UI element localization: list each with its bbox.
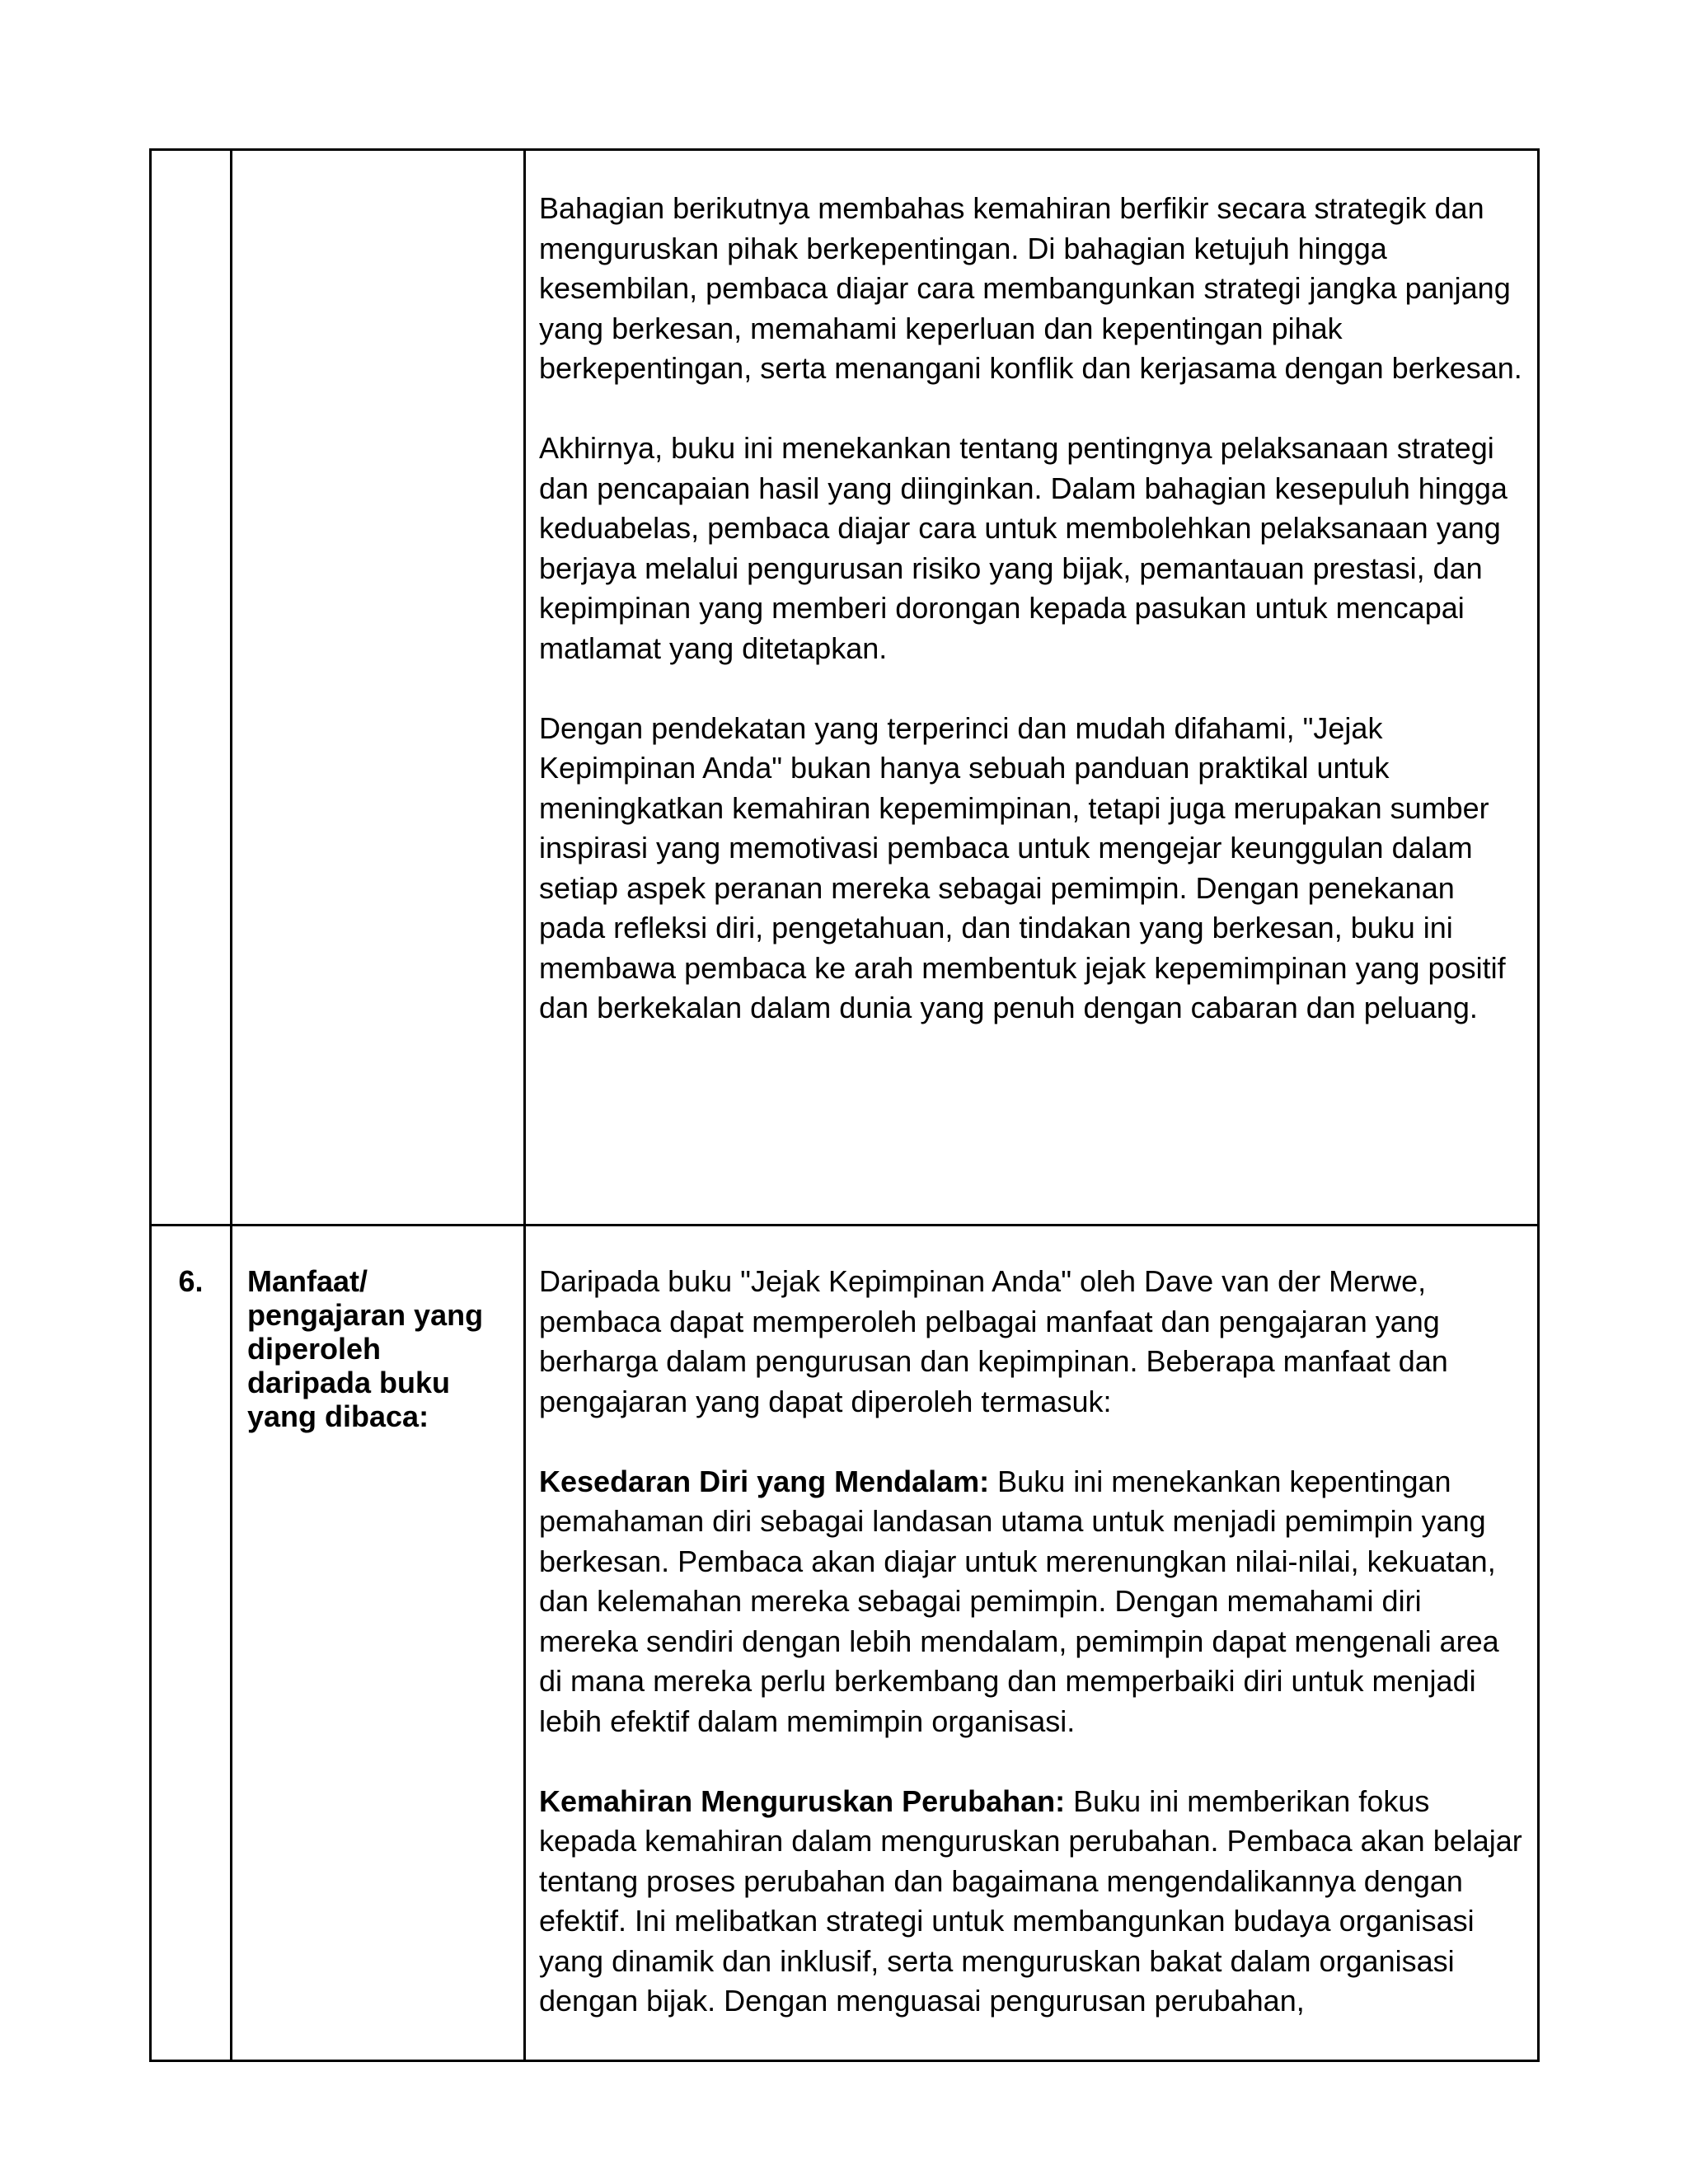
point-heading: Kemahiran Menguruskan Perubahan:: [539, 1783, 1066, 1818]
point-text: Buku ini menekankan kepentingan pemahaman diri sebagai landasan utama untuk menjadi pemimpin yang berkesan. Pembaca akan diajar untuk merenungkan nilai-nilai, kekuatan, dan kelemahan mereka sebagai pemimpin. Dengan memahami diri mereka sendiri dengan lebih mendalam, pemimpin dapat mengenali area di mana mereka perlu berkembang dan memperbaiki diri untuk menjadi lebih efektif dalam memimpin organisasi.: [539, 1464, 1499, 1738]
row-label: [232, 1226, 525, 2061]
table-row-6: [151, 1226, 1539, 2061]
paragraph-conclusion: Dengan pendekatan yang terperinci dan mudah difahami, "Jejak Kepimpinan Anda" bukan hanya sebuah panduan praktikal untuk meningkatkan kemahiran kepemimpinan, tetapi juga merupakan sumber inspirasi yang memotivasi pembaca untuk mengejar keunggulan dalam setiap aspek peranan mereka sebagai pemimpin. Dengan penekanan pada refleksi diri, pengetahuan, dan tindakan yang berkesan, buku ini membawa pembaca ke arah membentuk jejak kepemimpinan yang positif dan berkekalan dalam dunia yang penuh dengan cabaran dan peluang.: [539, 710, 1506, 1024]
table-row-continued: [151, 150, 1539, 1226]
row-label-line: daripada buku: [247, 1366, 451, 1399]
row-label-line: diperoleh: [247, 1332, 382, 1366]
point-self-awareness: [539, 1462, 1522, 1742]
row-number-cell: [151, 150, 232, 1226]
row-content-cell: [525, 150, 1539, 1226]
point-text: Buku ini memberikan fokus kepada kemahiran dalam menguruskan perubahan. Pembaca akan belajar tentang proses perubahan dan bagaimana mengendalikannya dengan efektif. Ini melibatkan strategi untuk membangunkan budaya organisasi yang dinamik dan inklusif, serta menguruskan bakat dalam organisasi dengan bijak. Dengan menguasai pengurusan perubahan,: [539, 1783, 1522, 2018]
row-label-line: Manfaat/: [247, 1264, 368, 1298]
row-label-cell: [232, 150, 525, 1226]
row-content: [525, 1226, 1539, 2061]
paragraph-strategic-thinking: Bahagian berikutnya membahas kemahiran berfikir secara strategik dan menguruskan pihak berkepentingan. Di bahagian ketujuh hingga kesembilan, pembaca diajar cara membangunkan strategi jangka panjang yang berkesan, memahami keperluan dan kepentingan pihak berkepentingan, serta menangani konflik dan kerjasama dengan berkesan.: [539, 191, 1522, 385]
row-number: 6.: [151, 1226, 232, 2061]
review-table: [149, 148, 1540, 2062]
row-label-line: yang dibaca:: [247, 1399, 429, 1433]
row-label-line: pengajaran yang: [247, 1298, 484, 1332]
intro-paragraph: Daripada buku "Jejak Kepimpinan Anda" oleh Dave van der Merwe, pembaca dapat memperoleh pelbagai manfaat dan pengajaran yang berharga dalam pengurusan dan kepimpinan. Beberapa manfaat dan pengajaran yang dapat diperoleh termasuk:: [539, 1264, 1448, 1418]
point-change-management: [539, 1782, 1522, 2022]
paragraph-strategy-execution: Akhirnya, buku ini menekankan tentang pentingnya pelaksanaan strategi dan pencapaian hasil yang diinginkan. Dalam bahagian kesepuluh hingga keduabelas, pembaca diajar cara untuk membolehkan pelaksanaan yang berjaya melalui pengurusan risiko yang bijak, pemantauan prestasi, dan kepimpinan yang memberi dorongan kepada pasukan untuk mencapai matlamat yang ditetapkan.: [539, 431, 1507, 665]
point-heading: Kesedaran Diri yang Mendalam:: [539, 1464, 990, 1498]
